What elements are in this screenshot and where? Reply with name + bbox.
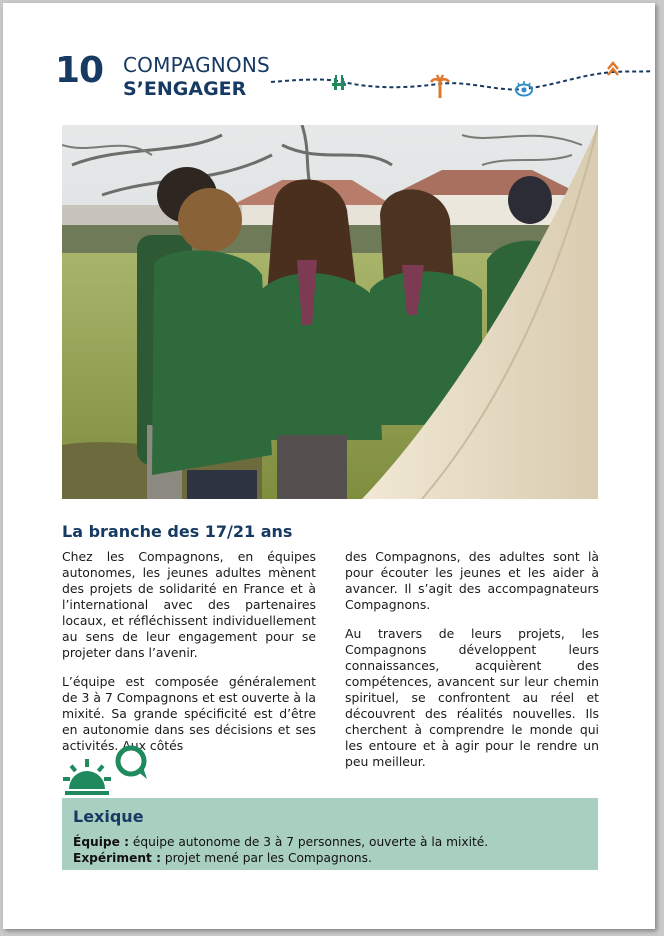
decorative-trail [268, 59, 653, 103]
lexique-box [62, 798, 598, 870]
document-page [3, 3, 655, 929]
text-column-left [62, 549, 316, 767]
paragraph: L’équipe est composée généralement de 3 à 7 Compagnons et est ouverte à la mixité. Sa grande spécificité est d’être en autonomie dans ses décisions et ses activités. Aux côtés [62, 674, 316, 753]
section-title: La branche des 17/21 ans [62, 522, 293, 541]
arrow-up-icon [608, 63, 618, 75]
text-column-right [345, 549, 599, 783]
lexique-term: Expériment : [73, 851, 161, 865]
lexique-entry [73, 835, 488, 850]
lexique-title: Lexique [73, 807, 144, 826]
group-photo [62, 125, 598, 499]
paragraph: des Compagnons, des adultes sont là pour écouter les jeunes et les aider à avancer. Il s’agit des accompagnateurs Compagnons. [345, 549, 599, 612]
paragraph: Au travers de leurs projets, les Compagnons développent leurs connaissances, acquièrent des compétences, avancent sur leur chemin spirituel, se confrontent au réel et découvrent des réalités nouvelles. Ils cherchent à comprendre le monde qui les entoure et à agir pour le rendre un peu meilleur. [345, 626, 599, 769]
lexique-definition: équipe autonome de 3 à 7 personnes, ouverte à la mixité. [129, 835, 489, 849]
lexique-definition: projet mené par les Compagnons. [160, 851, 372, 865]
speech-bubble-icon [118, 748, 147, 779]
chapter-title-line2: S’ENGAGER [123, 78, 247, 100]
people-icon [332, 75, 346, 90]
lexique-icons [61, 743, 161, 799]
chapter-number: 10 [55, 50, 104, 91]
lexique-term: Équipe : [73, 835, 130, 849]
sunrise-icon [63, 759, 111, 795]
chapter-title-line1: COMPAGNONS [123, 53, 270, 77]
palm-icon [431, 75, 449, 98]
lexique-entry [73, 851, 372, 866]
paragraph: Chez les Compagnons, en équipes autonomes, les jeunes adultes mènent des projets de solidarité en France et à l’international avec des partenaires locaux, et réfléchissent individuellement au sens de leur engagement pour se projeter dans l’avenir. [62, 549, 316, 660]
